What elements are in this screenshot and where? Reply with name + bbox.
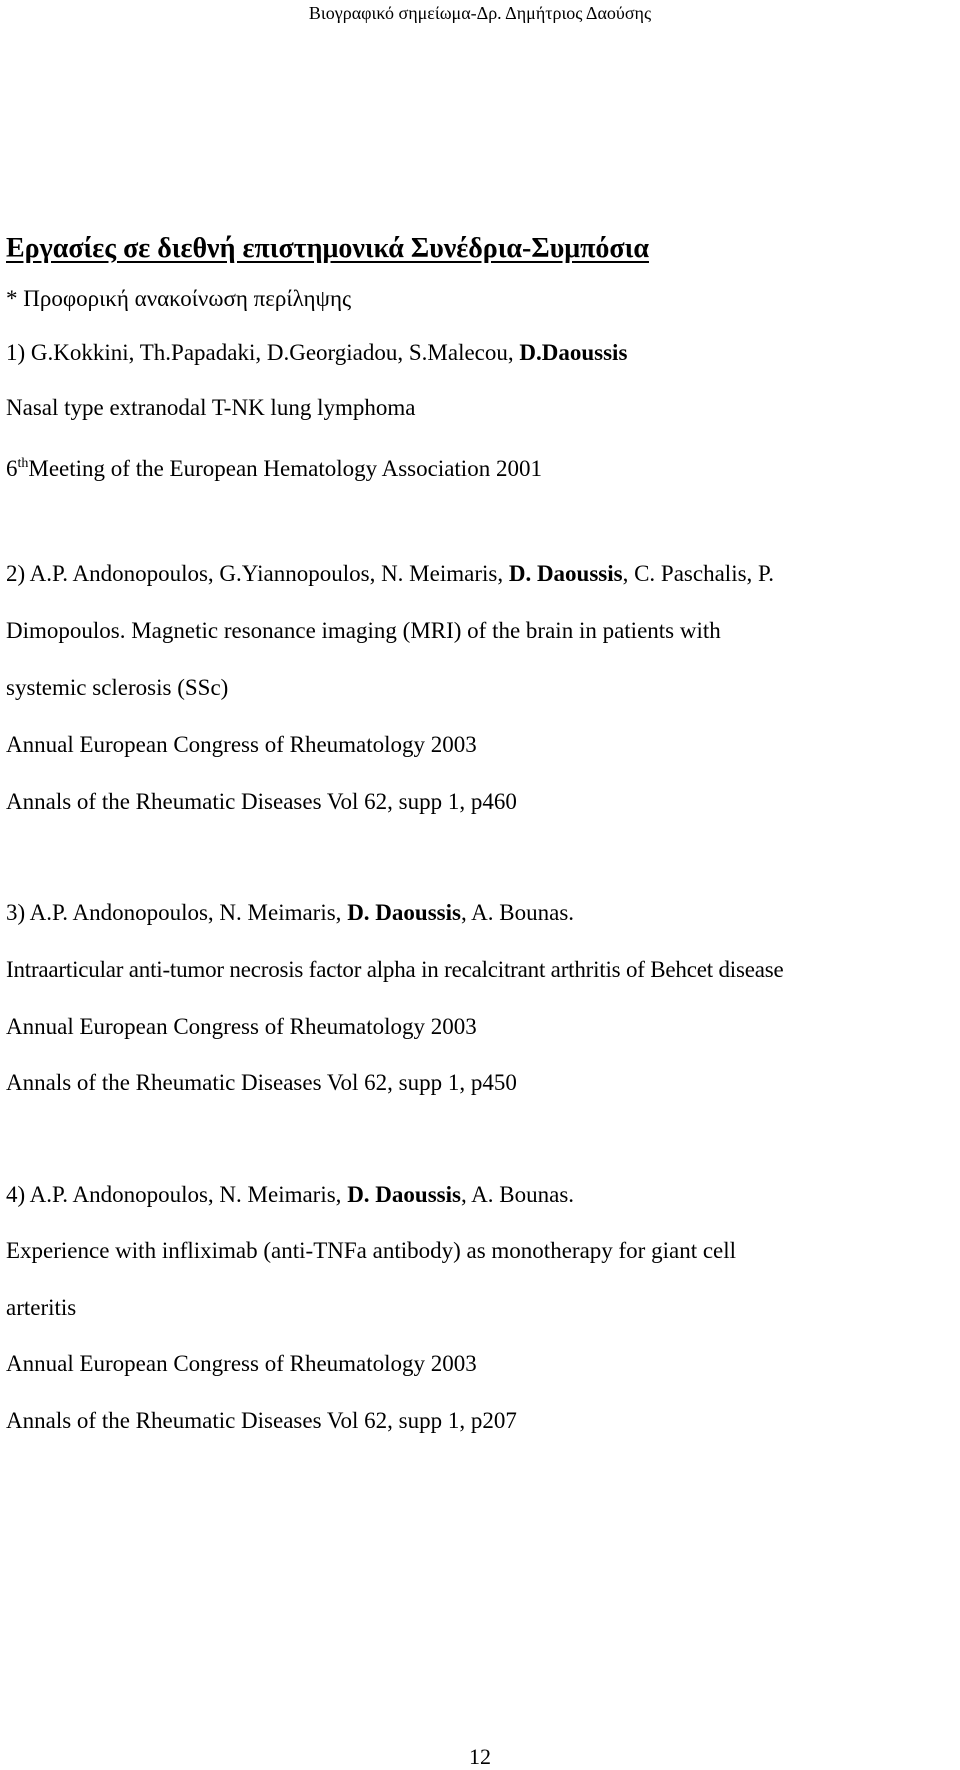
entry-4-authors-suffix: , A. Bounas. bbox=[460, 1182, 575, 1207]
entry-4-authors bbox=[6, 1181, 574, 1209]
entry-1-meeting-number: 6 bbox=[6, 456, 18, 481]
entry-1-meeting-name: Meeting of the European Hematology Association 2001 bbox=[28, 456, 542, 481]
entry-2-title-line-2: systemic sclerosis (SSc) bbox=[6, 675, 229, 700]
entry-4-journal: Annals of the Rheumatic Diseases Vol 62, supp 1, p207 bbox=[6, 1408, 517, 1433]
entry-1-author-highlight: D.Daoussis bbox=[519, 340, 628, 365]
entry-4-congress: Annual European Congress of Rheumatology 2003 bbox=[6, 1351, 477, 1376]
section-heading: Εργασίες σε διεθνή επιστημονικά Συνέδρια-Συμπόσια bbox=[6, 233, 649, 264]
running-header: Βιογραφικό σημείωμα-Δρ. Δημήτριος Δαούσης bbox=[308, 3, 652, 23]
entry-3-congress: Annual European Congress of Rheumatology 2003 bbox=[6, 1014, 477, 1039]
entry-3-journal: Annals of the Rheumatic Diseases Vol 62, supp 1, p450 bbox=[6, 1070, 517, 1095]
entry-4-author-highlight: D. Daoussis bbox=[347, 1182, 461, 1207]
entry-1-title: Nasal type extranodal T-NK lung lymphoma bbox=[6, 395, 416, 420]
entry-2-journal: Annals of the Rheumatic Diseases Vol 62, supp 1, p460 bbox=[6, 789, 517, 814]
entry-3-author-highlight: D. Daoussis bbox=[347, 900, 461, 925]
entry-4-authors-text: 4) A.P. Andonopoulos, N. Meimaris, bbox=[6, 1182, 348, 1207]
entry-1-authors bbox=[6, 339, 627, 367]
entry-1-authors-text: 1) G.Kokkini, Th.Papadaki, D.Georgiadou, S.Malecou, bbox=[6, 340, 520, 365]
entry-2-authors bbox=[6, 560, 774, 588]
entry-1-meeting-superscript: th bbox=[17, 456, 29, 471]
page-number: 12 bbox=[469, 1744, 491, 1769]
entry-3-authors-suffix: , A. Bounas. bbox=[460, 900, 575, 925]
entry-2-congress: Annual European Congress of Rheumatology 2003 bbox=[6, 732, 477, 757]
entry-2-authors-text: 2) A.P. Andonopoulos, G.Yiannopoulos, N. Meimaris, bbox=[6, 561, 509, 586]
entry-3-authors bbox=[6, 899, 574, 927]
entry-2-author-highlight: D. Daoussis bbox=[508, 561, 623, 586]
entry-3-title: Intraarticular anti-tumor necrosis factor alpha in recalcitrant arthritis of Behcet disease bbox=[6, 957, 784, 982]
entry-4-title-line-2: arteritis bbox=[6, 1295, 77, 1320]
entry-4-title-line-1: Experience with infliximab (anti-TNFa antibody) as monotherapy for giant cell bbox=[6, 1238, 737, 1263]
entry-1-meeting bbox=[6, 450, 542, 483]
entry-2-title-line-1: Dimopoulos. Magnetic resonance imaging (MRI) of the brain in patients with bbox=[6, 618, 721, 643]
entry-2-authors-suffix: , C. Paschalis, P. bbox=[622, 561, 775, 586]
oral-presentation-note: * Προφορική ανακοίνωση περίληψης bbox=[6, 286, 352, 311]
entry-3-authors-text: 3) A.P. Andonopoulos, N. Meimaris, bbox=[6, 900, 348, 925]
